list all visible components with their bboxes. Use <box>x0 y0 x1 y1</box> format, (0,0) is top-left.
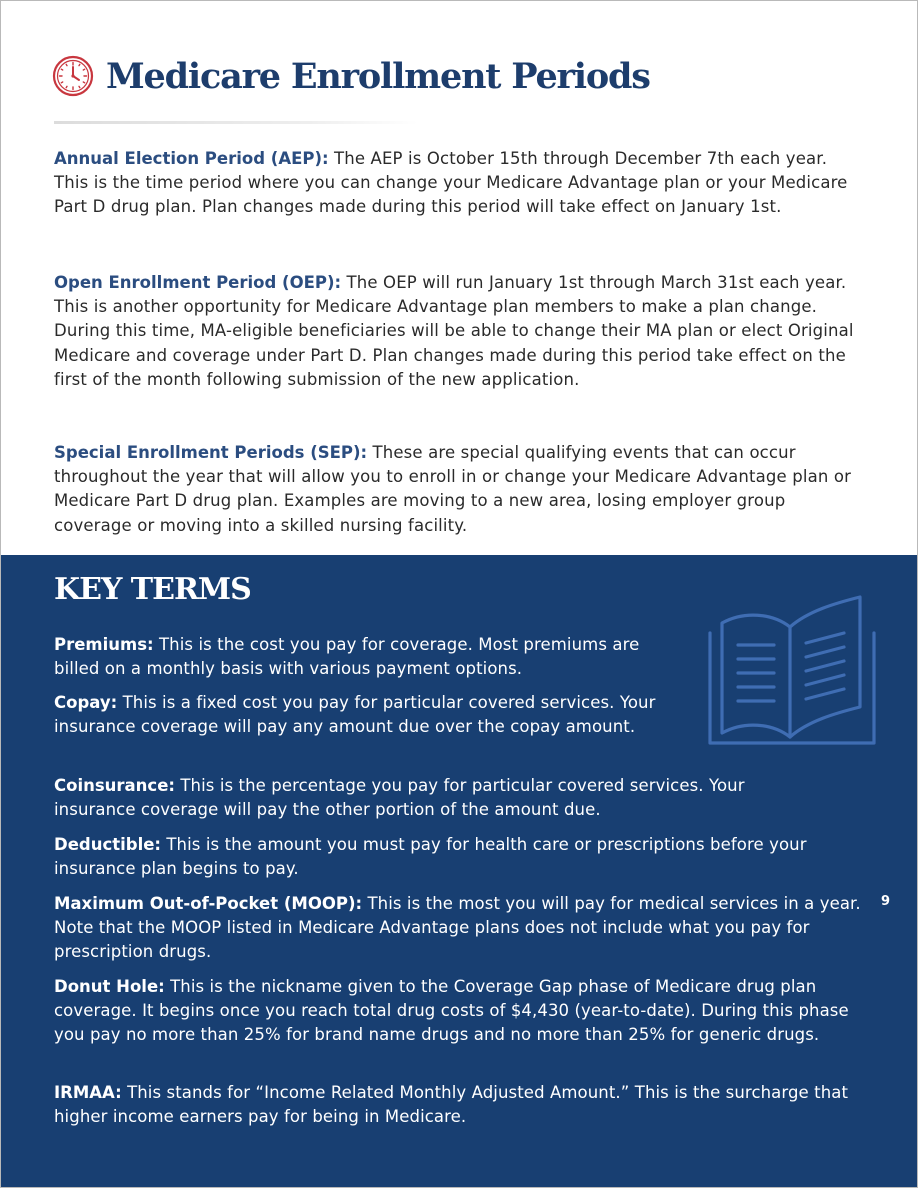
key-term-donut-hole <box>54 975 874 1047</box>
key-term-definition: This is the cost you pay for coverage. Most premiums are billed on a monthly basis with various payment options. <box>54 635 640 678</box>
key-term-deductible <box>54 833 889 881</box>
key-term-irmaa <box>54 1081 894 1129</box>
key-terms-section <box>0 555 918 1188</box>
period-sep <box>54 441 854 538</box>
key-term-label: Copay: <box>54 693 118 712</box>
title-divider <box>54 121 418 124</box>
period-aep <box>54 147 854 220</box>
key-term-label: Deductible: <box>54 835 162 854</box>
page-title: Medicare Enrollment Periods <box>106 55 650 97</box>
key-term-copay <box>54 691 684 739</box>
period-term: Special Enrollment Periods (SEP): <box>54 443 368 462</box>
key-term-coinsurance <box>54 774 814 822</box>
key-terms-heading: KEY TERMS <box>54 572 251 607</box>
period-description: The OEP will run January 1st through March 31st each year. This is another opportunity for Medicare Advantage plan members to make a plan change. During this time, MA-eligible beneficiaries will be able to change their MA plan or elect Original Medicare and coverage under Part D. Plan changes made during this period take effect on the first of the month following submission of the new application. <box>54 273 854 389</box>
key-term-definition: This is the amount you must pay for health care or prescriptions before your insurance plan begins to pay. <box>54 835 807 878</box>
clock-icon <box>52 55 94 97</box>
key-term-definition: This stands for “Income Related Monthly Adjusted Amount.” This is the surcharge that higher income earners pay for being in Medicare. <box>54 1083 849 1126</box>
period-term: Annual Election Period (AEP): <box>54 149 329 168</box>
key-term-label: IRMAA: <box>54 1083 122 1102</box>
title-row <box>52 52 650 100</box>
key-term-label: Premiums: <box>54 635 154 654</box>
key-term-definition: This is the percentage you pay for particular covered services. Your insurance coverage will pay the other portion of the amount due. <box>54 776 745 819</box>
period-term: Open Enrollment Period (OEP): <box>54 273 342 292</box>
period-description: The AEP is October 15th through December 7th each year. This is the time period where you can change your Medicare Advantage plan or your Medicare Part D drug plan. Plan changes made during this period will take effect on January 1st. <box>54 149 848 217</box>
enrollment-periods-section <box>0 0 918 555</box>
key-term-label: Donut Hole: <box>54 977 165 996</box>
key-term-premiums <box>54 633 674 681</box>
key-term-definition: This is the nickname given to the Coverage Gap phase of Medicare drug plan coverage. It begins once you reach total drug costs of $4,430 (year-to-date). During this phase you pay no more than 25% for brand name drugs and no more than 25% for generic drugs. <box>54 977 849 1044</box>
key-term-definition: This is the most you will pay for medical services in a year. Note that the MOOP listed in Medicare Advantage plans does not include what you pay for prescription drugs. <box>54 894 861 961</box>
period-description: These are special qualifying events that can occur throughout the year that will allow you to enroll in or change your Medicare Advantage plan or Medicare Part D drug plan. Examples are moving to a new area, losing employer group coverage or moving into a skilled nursing facility. <box>54 443 852 535</box>
key-term-label: Maximum Out-of-Pocket (MOOP): <box>54 894 363 913</box>
period-oep <box>54 271 854 392</box>
open-book-icon <box>704 593 880 747</box>
key-term-definition: This is a fixed cost you pay for particular covered services. Your insurance coverage will pay any amount due over the copay amount. <box>54 693 656 736</box>
page-number: 9 <box>880 894 890 909</box>
key-term-label: Coinsurance: <box>54 776 176 795</box>
key-term-moop <box>54 892 889 964</box>
